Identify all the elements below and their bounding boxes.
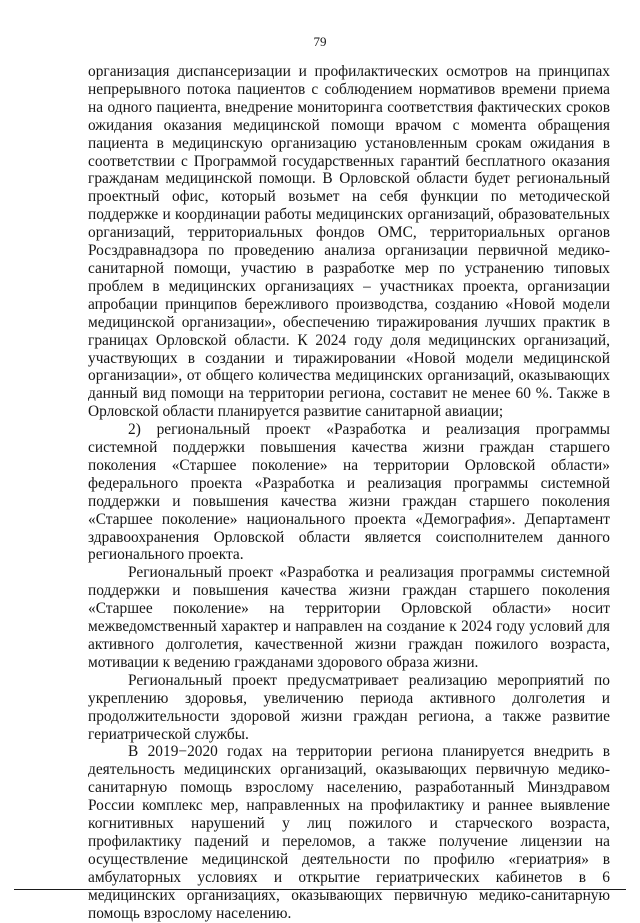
paragraph-4: Региональный проект предусматривает реализацию мероприятий по укреплению здоровья, увеличению периода активного долголетия и продолжительности здоровой жизни граждан региона, а также развитие гериатрической службы.: [88, 671, 610, 743]
paragraph-5: В 2019−2020 годах на территории региона планируется внедрить в деятельность медицинских организаций, оказывающих первичную медико-санитарную помощь взрослому населению, разработанный Минздравом России комплекс мер, направленных на профилактику и раннее выявление когнитивных нарушений у лиц пожилого и старческого возраста, профилактику падений и переломов, а также получение лицензии на осуществление медицинской деятельности по профилю «гериатрия» в амбулаторных условиях и открытие гериатрических кабинетов в 6 медицинских организациях, оказывающих первичную медико-санитарную помощь взрослому населению.: [88, 743, 610, 922]
paragraph-3: Региональный проект «Разработка и реализация программы системной поддержки и повышения качества жизни граждан старшего поколения «Старшее поколение» на территории Орловской области» носит межведомственный характер и направлен на создание к 2024 году условий для активного долголетия, качественной жизни граждан пожилого возраста, мотивации к ведению гражданами здорового образа жизни.: [88, 564, 610, 671]
page-number: 79: [313, 34, 327, 49]
document-body: [88, 63, 610, 923]
paragraph-2: 2) региональный проект «Разработка и реализация программы системной поддержки повышения качества жизни граждан старшего поколения «Старшее поколение» на территории Орловской области» федерального проекта «Разработка и реализация программы системной поддержки и повышения качества жизни граждан старшего поколения «Старшее поколение» национального проекта «Демография». Департамент здравоохранения Орловской области является соисполнителем данного регионального проекта.: [88, 421, 610, 564]
footer-divider: [14, 889, 626, 890]
paragraph-1: организация диспансеризации и профилактических осмотров на принципах непрерывного потока пациентов с соблюдением нормативов времени приема на одного пациента, внедрение мониторинга соответствия фактических сроков ожидания оказания медицинской помощи врачом с момента обращения пациента в медицинскую организацию установленным срокам ожидания в соответствии с Программой государственных гарантий бесплатного оказания гражданам медицинской помощи. В Орловской области будет региональный проектный офис, который возьмет на себя функции по методической поддержке и координации работы медицинских организаций, образовательных организаций, территориальных фондов ОМС, территориальных органов Росздравнадзора по проведению анализа организации первичной медико-санитарной помощи, участию в разработке мер по устранению типовых проблем в медицинских организациях – участниках проекта, организации апробации принципов бережливого производства, созданию «Новой модели медицинской организации», обеспечению тиражирования лучших практик в границах Орловской области. К 2024 году доля медицинских организаций, участвующих в создании и тиражировании «Новой модели медицинской организации», от общего количества медицинских организаций, оказывающих данный вид помощи на территории региона, составит не менее 60 %. Также в Орловской области планируется развитие санитарной авиации;: [88, 63, 610, 421]
